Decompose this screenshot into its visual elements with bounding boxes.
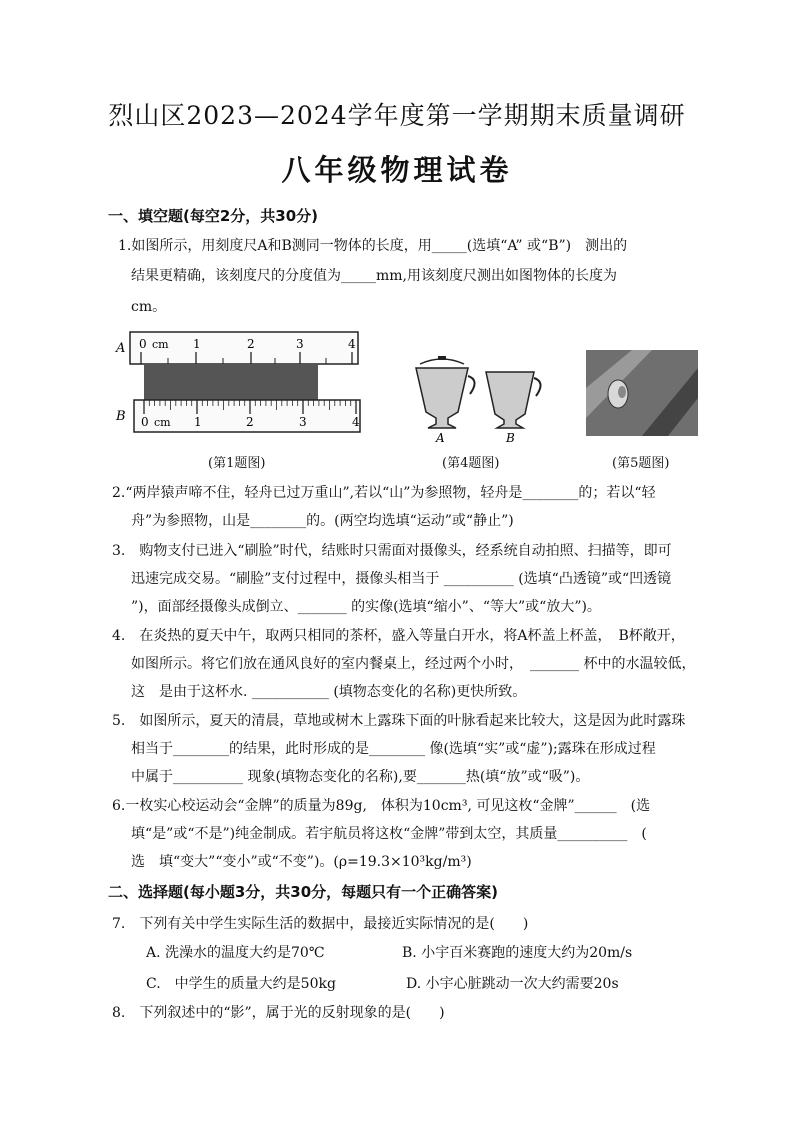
q7-option-d: D. 小宇心脏跳动一次大约需要20s	[406, 976, 619, 992]
q1-line3: cm。	[131, 299, 167, 315]
measured-object	[144, 364, 318, 400]
cup-b	[486, 372, 541, 445]
q7-option-a: A. 洗澡水的温度大约是70℃	[146, 945, 325, 961]
ruler-a-tick-2: 2	[247, 337, 255, 351]
ruler-a-tick-1: 1	[193, 337, 201, 351]
cup-a	[416, 356, 475, 445]
q6-line2: 填“是”或“不是”)纯金制成。若宇航员将这枚“金牌”带到太空，其质量__________ (	[131, 826, 647, 842]
q5-line2: 相当于________的结果，此时形成的是________ 像(选填“实”或“虚”);露珠在形成过程	[131, 741, 656, 757]
figures-row	[112, 328, 706, 470]
q3-line3: ”)，面部经摄像头成倒立、_______ 的实像(选填“缩小”、“等大”或“放大”)。	[131, 599, 601, 615]
section-heading-fill-in: 一、填空题(每空2分，共30分)	[108, 207, 319, 225]
ruler-b-tick-0: 0	[141, 415, 149, 429]
ruler-b	[115, 400, 360, 432]
q3-line2: 迅速完成交易。“刷脸”支付过程中，摄像头相当于 __________ (选填“凸透镜”或“凹透镜	[131, 571, 672, 587]
q4-line2: 如图所示。将它们放在通风良好的室内餐桌上，经过两个小时， _______ 杯中的水温较低，	[131, 656, 696, 672]
q4-line3: 这 是由于这杯水. ___________ (填物态变化的名称)更快所致。	[131, 684, 527, 700]
cup-a-label: A	[436, 431, 445, 445]
q5-line3: 中属于__________ 现象(填物态变化的名称),要_______热(填“放”或“吸”)。	[131, 769, 590, 785]
fig5-caption: (第5题图)	[612, 456, 670, 471]
ruler-a-label: A	[116, 341, 126, 356]
ruler-b-unit: cm	[154, 416, 171, 429]
ruler-b-tick-1: 1	[194, 415, 202, 429]
figures-svg	[112, 328, 706, 470]
ruler-a-unit: cm	[152, 338, 169, 351]
q8-stem: 8. 下列叙述中的“影”，属于光的反射现象的是( )	[112, 1005, 445, 1021]
ruler-b-tick-2: 2	[246, 415, 254, 429]
ruler-a-tick-3: 3	[296, 337, 304, 351]
ruler-a	[115, 332, 358, 364]
dew-photo	[586, 350, 698, 436]
cup-b-label: B	[506, 431, 515, 445]
ruler-a-tick-4: 4	[348, 337, 356, 351]
ruler-a-tick-0: 0	[139, 337, 147, 351]
section-heading-multiple-choice: 二、选择题(每小题3分，共30分，每题只有一个正确答案)	[108, 883, 499, 901]
q1-line2: 结果更精确，该刻度尺的分度值为_____mm,用该刻度尺测出如图物体的长度为	[131, 268, 617, 284]
q6-line3: 选 填“变大”“变小”或“不变”)。(ρ=19.3×10³kg/m³)	[131, 854, 472, 870]
exam-title: 八年级物理试卷	[281, 153, 513, 187]
q3-line1: 3. 购物支付已进入“刷脸”时代，结账时只需面对摄像头，经系统自动拍照、扫描等，即可	[112, 543, 672, 559]
q2-line1: 2.“两岸猿声啼不住，轻舟已过万重山”,若以“山”为参照物，轻舟是________的；若以“轻	[112, 485, 656, 501]
q2-line2: 舟”为参照物，山是________的。(两空均选填“运动”或“静止”)	[131, 513, 514, 529]
q1-line1: 1.如图所示，用刻度尺A和B测同一物体的长度，用_____(选填“A” 或“B”) 测出的	[118, 238, 628, 254]
fig4-caption: (第4题图)	[442, 456, 500, 471]
q5-line1: 5. 如图所示，夏天的清晨，草地或树木上露珠下面的叶脉看起来比较大，这是因为此时露珠	[112, 713, 686, 729]
exam-subtitle: 烈山区2023—2024学年度第一学期期末质量调研	[108, 101, 686, 130]
q6-line1: 6.一枚实心校运动会“金牌”的质量为89g, 体积为10cm³, 可见这枚“金牌”______ (选	[112, 798, 651, 814]
q4-line1: 4. 在炎热的夏天中午，取两只相同的茶杯，盛入等量白开水，将A杯盖上杯盖， B杯敞开，	[112, 628, 685, 644]
fig1-caption: (第1题图)	[208, 456, 266, 471]
q7-option-c: C. 中学生的质量大约是50kg	[146, 976, 336, 992]
q7-stem: 7. 下列有关中学生实际生活的数据中，最接近实际情况的是( )	[112, 916, 529, 932]
ruler-b-tick-4: 4	[352, 415, 360, 429]
ruler-b-tick-3: 3	[299, 415, 307, 429]
ruler-b-label: B	[116, 409, 126, 424]
q7-option-b: B. 小宇百米赛跑的速度大约为20m/s	[402, 945, 633, 961]
